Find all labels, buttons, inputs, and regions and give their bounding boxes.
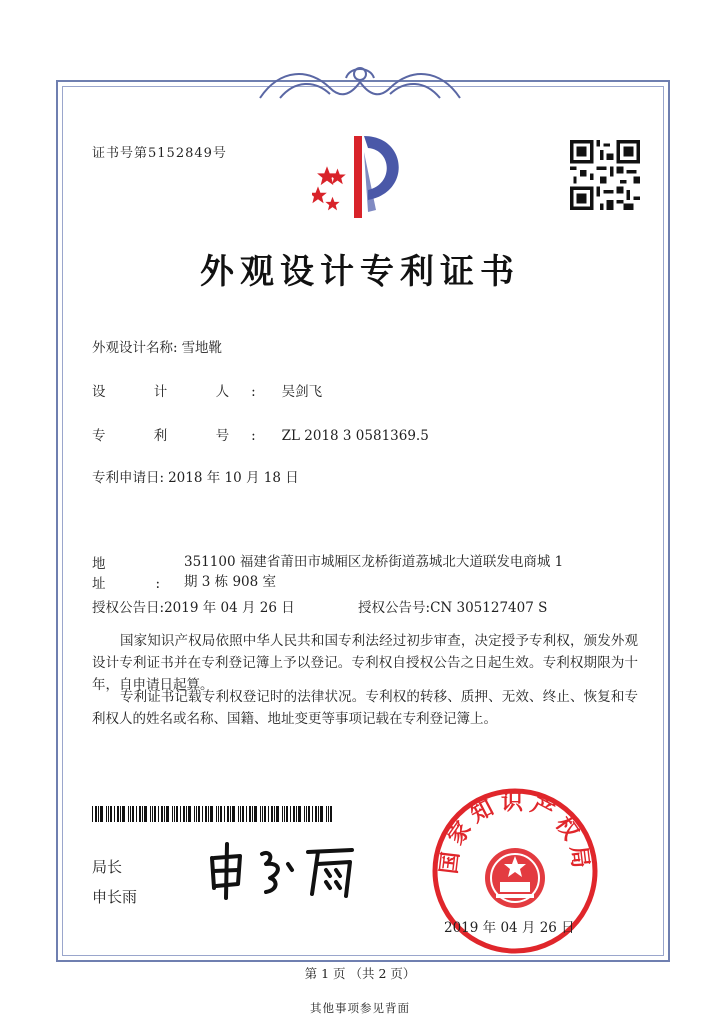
barcode-bar — [249, 806, 251, 822]
barcode-bar — [293, 806, 295, 822]
barcode-bar — [150, 806, 151, 822]
barcode-icon — [92, 806, 332, 822]
barcode-bar — [220, 806, 222, 822]
barcode-bar — [139, 806, 141, 822]
barcode-bar — [271, 806, 273, 822]
barcode-bar — [130, 806, 131, 822]
barcode-bar — [152, 806, 153, 822]
barcode-bar — [142, 806, 143, 822]
barcode-bar — [218, 806, 219, 822]
certificate-number: 证书号第5152849号 — [92, 146, 227, 161]
barcode-bar — [315, 806, 317, 822]
barcode-bar — [186, 806, 187, 822]
filing-date-value: 2018 年 10 月 18 日 — [168, 470, 299, 486]
barcode-bar — [276, 806, 279, 822]
barcode-bar — [284, 806, 285, 822]
barcode-bar — [188, 806, 191, 822]
barcode-bar — [202, 806, 203, 822]
barcode-bar — [296, 806, 297, 822]
barcode-bar — [161, 806, 163, 822]
barcode-bar — [260, 806, 261, 822]
barcode-bar — [330, 806, 332, 822]
legal-paragraph: 国家知识产权局依照中华人民共和国专利法经过初步审查，决定授予专利权，颁发外观设计专利证书并在专利登记簿上予以登记。专利权自授权公告之日起生效。专利权期限为十年，自申请日起算。 — [92, 633, 638, 693]
design-name-value: 雪地靴 — [181, 340, 223, 356]
qr-code-icon — [570, 140, 640, 210]
grant-number-value: CN 305127407 S — [430, 600, 548, 616]
barcode-bar — [128, 806, 129, 822]
grant-date-value: 2019 年 04 月 26 日 — [164, 600, 295, 616]
grant-number-row — [358, 596, 547, 616]
director-title: 局长 — [92, 858, 123, 876]
barcode-bar — [180, 806, 181, 822]
barcode-bar — [328, 806, 329, 822]
svg-text:国家知识产权局: 国家知识产权局 — [436, 790, 594, 876]
barcode-bar — [100, 806, 103, 822]
barcode-bar — [242, 806, 244, 822]
barcode-bar — [286, 806, 288, 822]
barcode-bar — [246, 806, 247, 822]
barcode-bar — [114, 806, 115, 822]
designer-value: 吴剑飞 — [281, 384, 323, 400]
page-number: 第 1 页 （共 2 页） — [304, 966, 416, 981]
barcode-bar — [210, 806, 213, 822]
barcode-bar — [164, 806, 165, 822]
certificate-title: 外观设计专利证书 — [200, 252, 520, 292]
grant-date-row — [92, 596, 295, 616]
barcode-bar — [254, 806, 257, 822]
barcode-bar — [92, 806, 93, 822]
barcode-bar — [176, 806, 178, 822]
barcode-bar — [198, 806, 200, 822]
barcode-bar — [312, 806, 313, 822]
patent-number-value: ZL 2018 3 0581369.5 — [281, 428, 429, 444]
cnipa-logo-icon — [312, 132, 422, 222]
barcode-bar — [158, 806, 159, 822]
ornament-icon — [250, 58, 470, 108]
barcode-bar — [117, 806, 119, 822]
barcode-bar — [252, 806, 253, 822]
barcode-bar — [268, 806, 269, 822]
barcode-bar — [136, 806, 137, 822]
designer-row — [92, 380, 322, 400]
designer-label: 设 计 人: — [92, 384, 278, 400]
barcode-bar — [282, 806, 283, 822]
patent-number-row — [92, 424, 429, 444]
barcode-bar — [144, 806, 147, 822]
barcode-bar — [306, 806, 307, 822]
barcode-bar — [172, 806, 173, 822]
barcode-bar — [227, 806, 229, 822]
barcode-bar — [232, 806, 235, 822]
filing-date-row — [92, 466, 299, 486]
barcode-bar — [320, 806, 323, 822]
barcode-bar — [194, 806, 195, 822]
barcode-bar — [240, 806, 241, 822]
barcode-bar — [98, 806, 99, 822]
barcode-bar — [196, 806, 197, 822]
barcode-bar — [238, 806, 239, 822]
barcode-bar — [308, 806, 310, 822]
barcode-bar — [183, 806, 185, 822]
filing-date-label: 专利申请日: — [92, 470, 165, 486]
barcode-bar — [290, 806, 291, 822]
legal-paragraph: 专利证书记载专利权登记时的法律状况。专利权的转移、质押、无效、终止、恢复和专利权人的姓名或名称、国籍、地址变更等事项记载在专利登记簿上。 — [92, 689, 638, 727]
barcode-bar — [326, 806, 327, 822]
barcode-bar — [166, 806, 169, 822]
barcode-bar — [132, 806, 134, 822]
grant-number-label: 授权公告号: — [358, 600, 431, 616]
barcode-bar — [110, 806, 112, 822]
barcode-bar — [318, 806, 319, 822]
barcode-bar — [262, 806, 263, 822]
director-signature-icon — [200, 840, 370, 900]
barcode-bar — [208, 806, 209, 822]
barcode-bar — [205, 806, 207, 822]
director-name: 申长雨 — [92, 888, 138, 906]
design-name-row — [92, 336, 222, 356]
address-label: 地 址: — [92, 556, 211, 592]
barcode-bar — [120, 806, 121, 822]
issue-date: 2019 年 04 月 26 日 — [444, 920, 575, 936]
barcode-bar — [154, 806, 156, 822]
barcode-bar — [304, 806, 305, 822]
grant-date-label: 授权公告日: — [92, 600, 165, 616]
barcode-bar — [122, 806, 125, 822]
barcode-bar — [95, 806, 97, 822]
address-value: 351100 福建省莆田市城厢区龙桥街道荔城北大道联发电商城 1 期 3 栋 908 室 — [184, 554, 564, 590]
patent-number-label: 专 利 号: — [92, 428, 278, 444]
barcode-bar — [174, 806, 175, 822]
barcode-bar — [264, 806, 266, 822]
footer-note: 其他事项参见背面 — [310, 1001, 410, 1015]
barcode-bar — [224, 806, 225, 822]
barcode-bar — [216, 806, 217, 822]
barcode-bar — [108, 806, 109, 822]
design-name-label: 外观设计名称: — [92, 340, 178, 356]
barcode-bar — [106, 806, 107, 822]
barcode-bar — [230, 806, 231, 822]
barcode-bar — [298, 806, 301, 822]
barcode-bar — [274, 806, 275, 822]
